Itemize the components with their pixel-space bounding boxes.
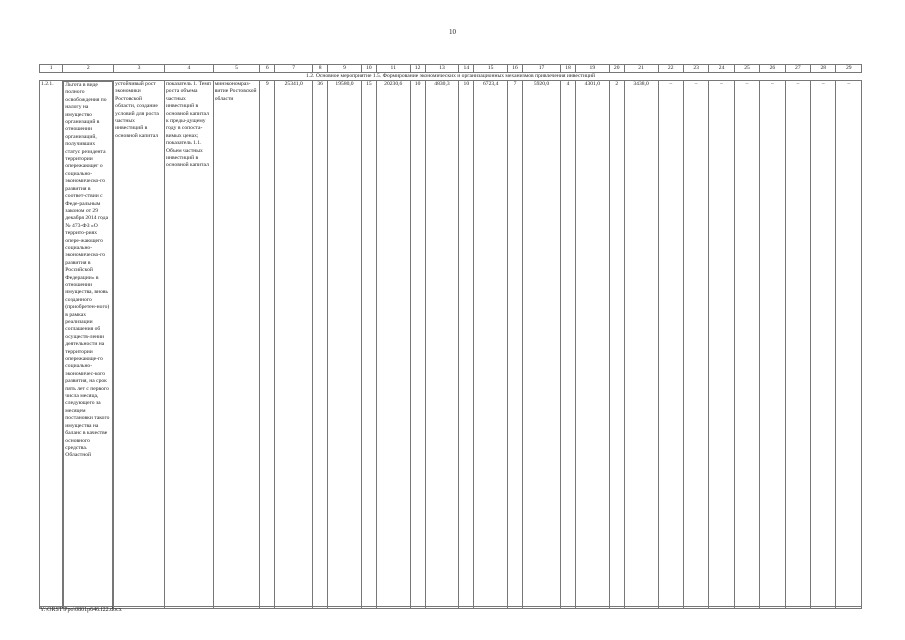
- col-header: 26: [760, 65, 785, 73]
- col-header: 17: [522, 65, 560, 73]
- col-header: 9: [328, 65, 362, 73]
- cell-c10: 15: [361, 81, 376, 609]
- col-header: 21: [624, 65, 658, 73]
- cell-c16: 7: [508, 81, 523, 609]
- col-header: 22: [658, 65, 683, 73]
- col-header: 13: [425, 65, 459, 73]
- cell-c12: 10: [410, 81, 425, 609]
- col-header: 28: [811, 65, 836, 73]
- cell-c7: 25341,0: [275, 81, 313, 609]
- cell-c9: 19580,0: [328, 81, 362, 609]
- col-header: 20: [609, 65, 624, 73]
- row-goal: устойчивый рост экономики Ростовской области, создание условий для роста частных инвестиций в основной капитал: [114, 81, 165, 609]
- cell-c25: –: [734, 81, 759, 609]
- cell-c28: –: [811, 81, 836, 609]
- col-header: 4: [164, 65, 213, 73]
- col-header: 15: [474, 65, 508, 73]
- footer-file-path: Y:\ORST\Ppo\0801p646.f22.docx: [40, 607, 122, 613]
- cell-c8: 36: [313, 81, 328, 609]
- cell-c17: 5920,0: [522, 81, 560, 609]
- cell-c23: –: [683, 81, 708, 609]
- col-header: 8: [313, 65, 328, 73]
- col-header: 14: [459, 65, 474, 73]
- page-number: 10: [449, 28, 456, 36]
- cell-c20: 2: [609, 81, 624, 609]
- col-header: 7: [275, 65, 313, 73]
- col-header: 29: [836, 65, 862, 73]
- col-header: 2: [63, 65, 114, 73]
- col-header: 25: [734, 65, 759, 73]
- cell-c27: –: [785, 81, 810, 609]
- table-row: [40, 81, 862, 609]
- cell-c19: 4301,0: [575, 81, 609, 609]
- page-bottom-rule: [39, 606, 862, 607]
- col-header: 5: [213, 65, 260, 73]
- col-header: 23: [683, 65, 708, 73]
- col-header: 11: [376, 65, 410, 73]
- col-header: 18: [561, 65, 576, 73]
- cell-c6: 9: [260, 81, 275, 609]
- row-curator: минэкономраз-витие Ростовской области: [213, 81, 260, 609]
- col-header: 6: [260, 65, 275, 73]
- row-code: 1.2.1.: [40, 81, 63, 609]
- cell-c22: –: [658, 81, 683, 609]
- cell-c11: 20230,6: [376, 81, 410, 609]
- col-header: 12: [410, 65, 425, 73]
- data-table: [39, 64, 862, 609]
- cell-c21: 3438,0: [624, 81, 658, 609]
- cell-c14: 10: [459, 81, 474, 609]
- col-header: 27: [785, 65, 810, 73]
- cell-c24: –: [709, 81, 734, 609]
- cell-c15: 6723,4: [474, 81, 508, 609]
- section-title-row: [40, 73, 862, 81]
- col-header: 24: [709, 65, 734, 73]
- row-description: Льгота в виде полного освобождения по налогу на имущество организаций в отношении организаций, получивших статус резидента территории опережающег о социально-экономическо-го развития в соответ-ствии с Феде-ральным законом от 29 декабря 2014 года № 473-ФЗ «О террито-риях опере-жающего социально-экономическо-го развития в Российской Федерации» в отношении имущества, вновь созданного (приобретен-ного) в рамках реализации соглашения об осуществ-лении деятельности на территории опережающе-го социально-экономичес-кого развития, на срок пять лет с первого числа месяца, следующего за месяцем постановки такого имущества на баланс в качестве основного средства. Областной: [63, 81, 113, 609]
- col-header: 19: [575, 65, 609, 73]
- col-header: 10: [361, 65, 376, 73]
- cell-c26: –: [760, 81, 785, 609]
- section-title: 1.2. Основное мероприятие 1.5. Формирование экономических и организационных механизмов привлечения инвестиций: [40, 73, 862, 81]
- cell-c13: 4830,3: [425, 81, 459, 609]
- cell-c18: 4: [561, 81, 576, 609]
- col-header: 3: [114, 65, 165, 73]
- column-number-row: [40, 65, 862, 73]
- col-header: 1: [40, 65, 63, 73]
- row-indicator: показатель 1. Темп роста объема частных инвестиций в основной капитал к преды-дущему году в сопоста-вимых ценах; показатель 1.1. Объем частных инвестиций в основной капитал: [164, 81, 213, 609]
- col-header: 16: [508, 65, 523, 73]
- cell-c29: –: [836, 81, 862, 609]
